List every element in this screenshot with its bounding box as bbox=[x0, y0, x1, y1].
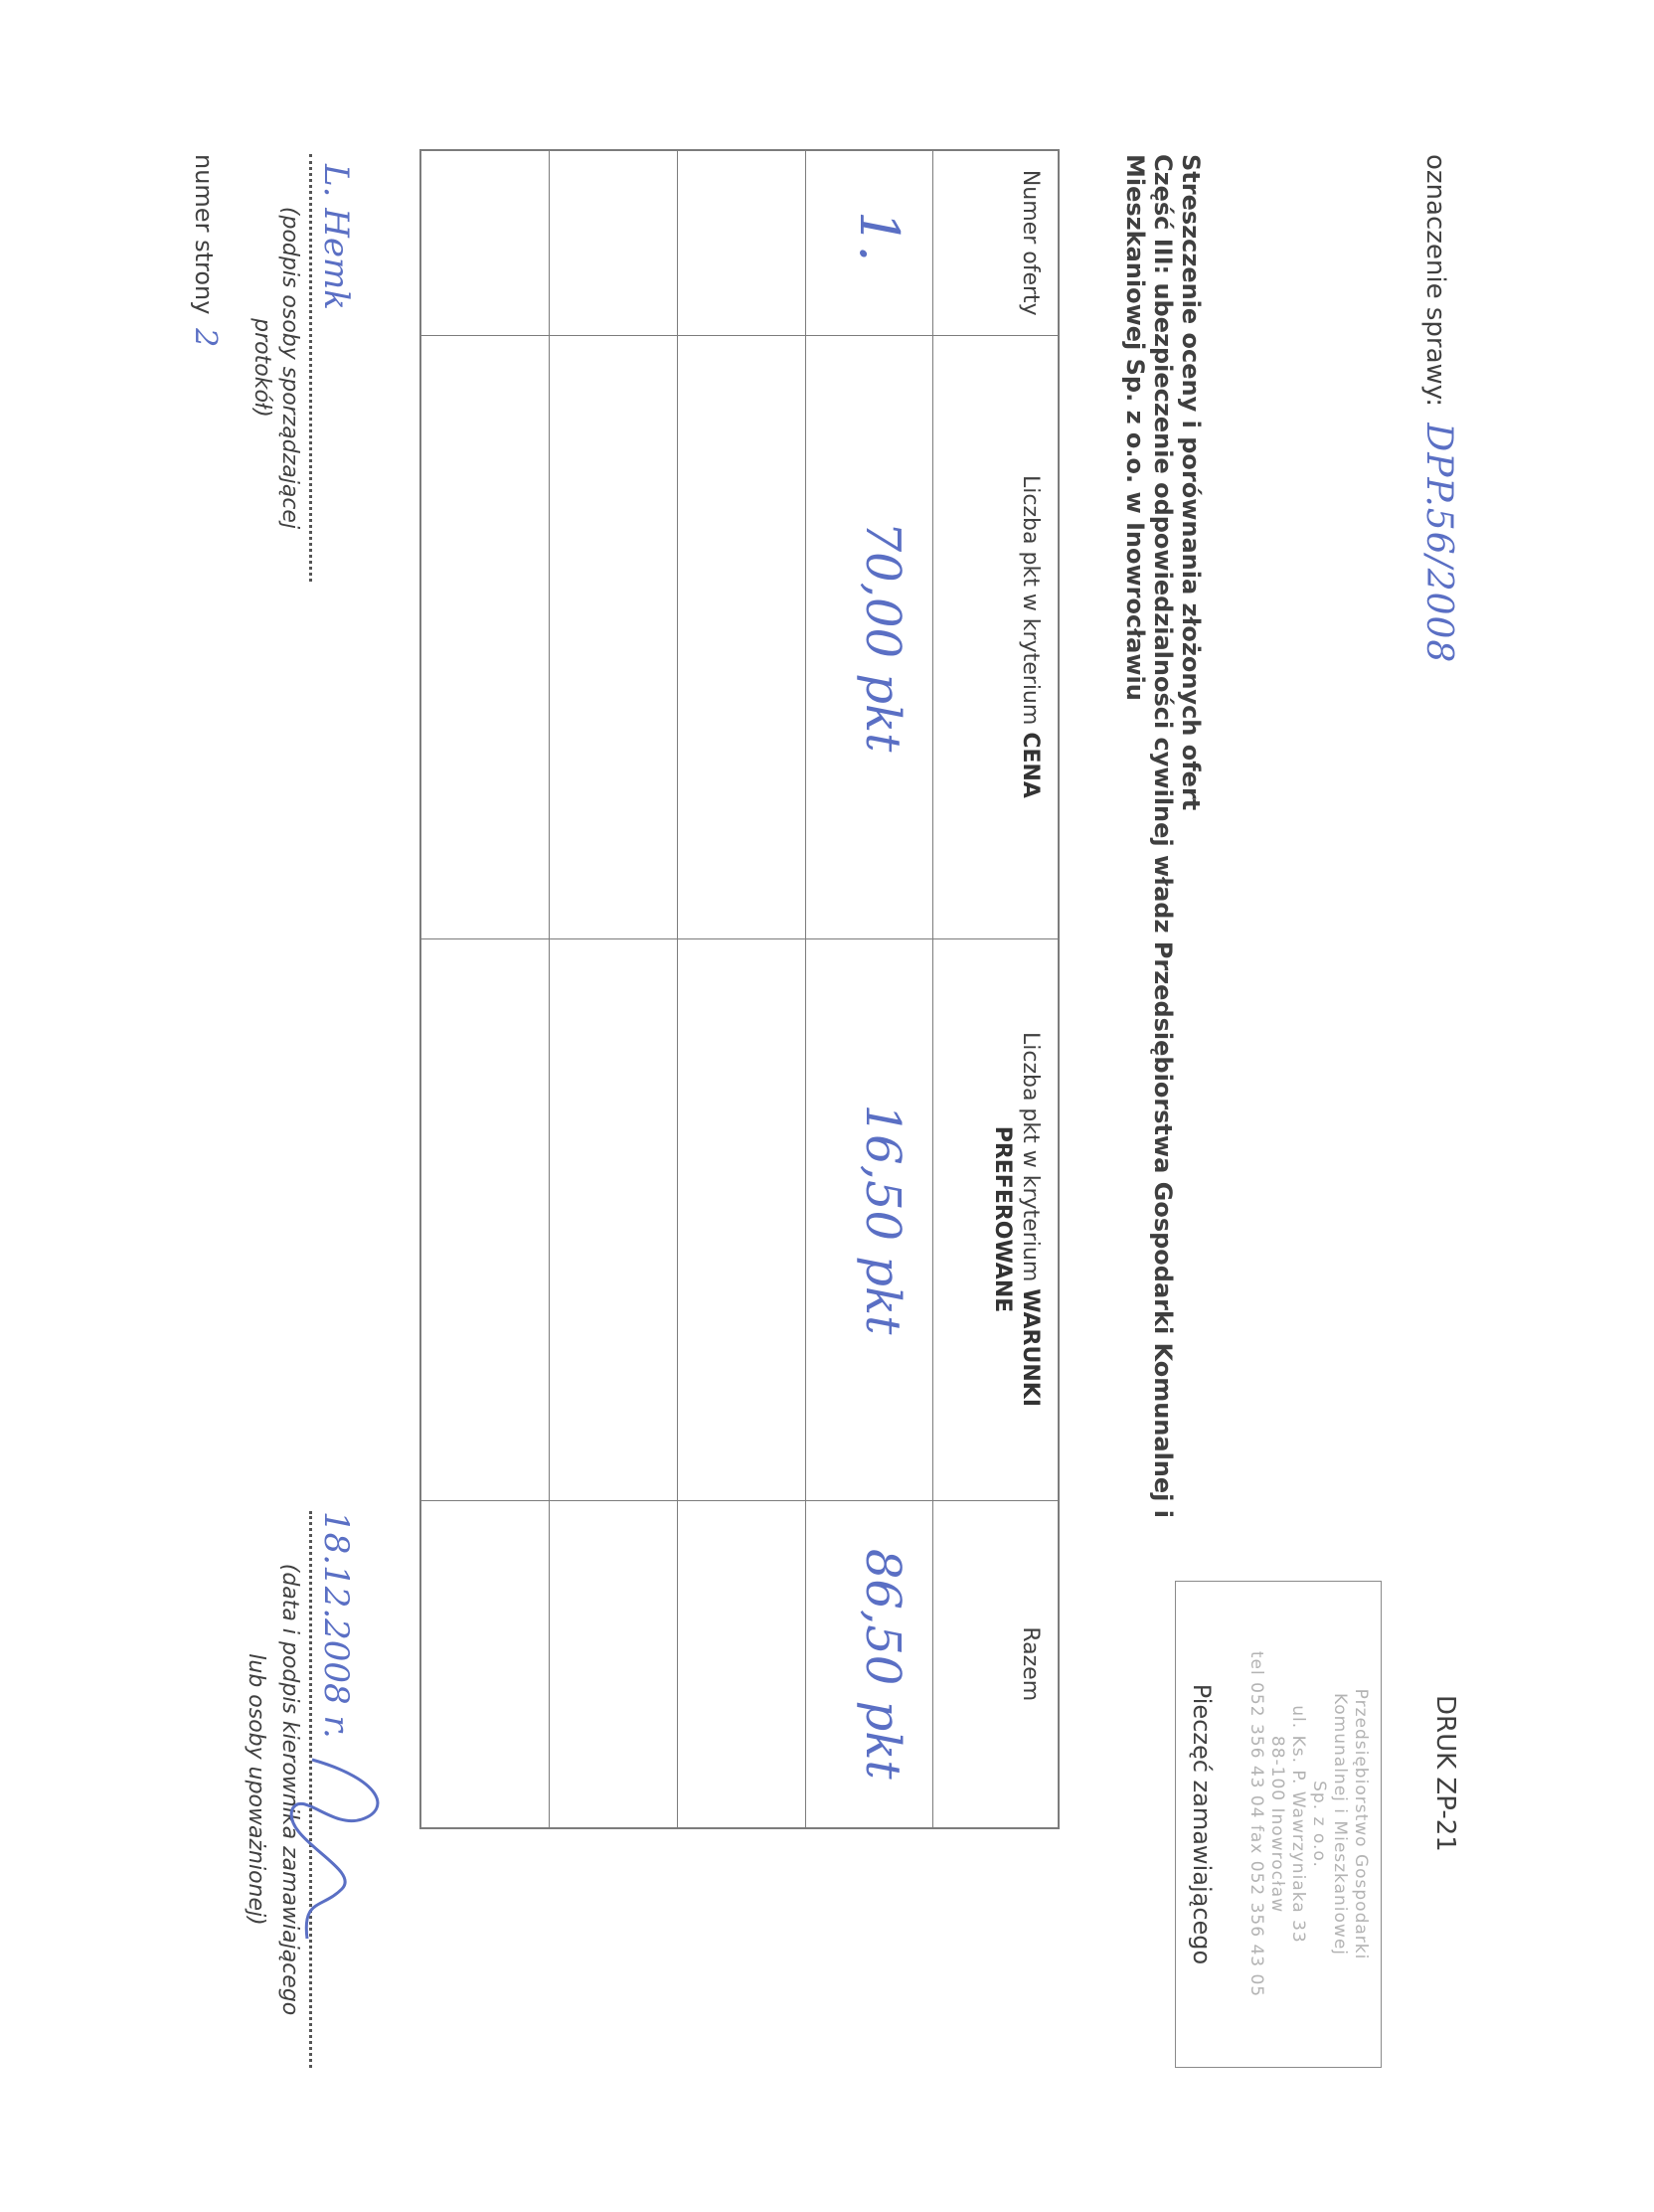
header-terms-bold: WARUNKI PREFEROWANE bbox=[990, 1125, 1043, 1408]
manager-caption-2: lub osoby upoważnionej) bbox=[244, 1653, 268, 1926]
signature-line bbox=[309, 154, 362, 582]
stamp-line: tel 052 356 43 04 fax 052 356 43 05 bbox=[1246, 1650, 1266, 1998]
signature-line bbox=[309, 1511, 362, 2068]
header-price-criterion: Liczba pkt w kryterium CENA bbox=[933, 335, 1059, 938]
preparer-caption: (podpis osoby sporządzającej protokół) bbox=[249, 206, 302, 530]
table-row bbox=[806, 150, 933, 1828]
page-number-label: numer strony bbox=[190, 154, 218, 315]
table-row-empty bbox=[421, 150, 551, 1828]
header-terms-criterion: Liczba pkt w kryterium WARUNKI PREFEROWANE bbox=[933, 938, 1059, 1500]
offers-table bbox=[420, 149, 1061, 1829]
cell-terms-points: 16,50 pkt bbox=[806, 938, 933, 1500]
heading-title: Streszczenie oceny i porównania złożonych ofert bbox=[1177, 154, 1205, 811]
table-row-empty bbox=[550, 150, 678, 1828]
stamp-line: 88-100 Inowrocław bbox=[1267, 1735, 1287, 1914]
header-offer-number: Numer oferty bbox=[933, 150, 1059, 335]
stamp-label: Pieczęć zamawiającego bbox=[1188, 1683, 1216, 1965]
heading-subtitle: Część III: ubezpieczenie odpowiedzialności cywilnej władz Przedsiębiorstwa Gospodarki Komunalnej i Mieszkaniowej Sp. z o.o. w Inowrocławiu bbox=[1121, 154, 1177, 1518]
stamp-line: Komunalnej i Mieszkaniowej bbox=[1330, 1692, 1350, 1957]
cell-offer-number: 1. bbox=[806, 150, 933, 335]
form-code: DRUK ZP-21 bbox=[1430, 1695, 1460, 1852]
orderer-stamp-box bbox=[1175, 1581, 1382, 2068]
table-row-empty bbox=[678, 150, 806, 1828]
stamp-line: Przedsiębiorstwo Gospodarki bbox=[1351, 1688, 1371, 1960]
header-price-bold: CENA bbox=[1018, 732, 1043, 798]
stamp-line: ul. Ks. P. Wawrzyniaka 33 bbox=[1288, 1705, 1308, 1944]
stamp-text bbox=[1245, 1582, 1371, 2067]
signature-block-preparer bbox=[248, 154, 362, 582]
page-number bbox=[188, 154, 223, 347]
cell-price-points: 70,00 pkt bbox=[806, 335, 933, 938]
signature-block-manager bbox=[242, 1511, 362, 2068]
page-number-value: 2 bbox=[188, 328, 223, 348]
manager-signature-scribble bbox=[282, 1750, 402, 1968]
document-heading bbox=[1121, 154, 1205, 1645]
manager-date: 18.12.2008 r. bbox=[316, 1511, 356, 1739]
header-total: Razem bbox=[933, 1500, 1059, 1828]
stamp-line: Sp. z o.o. bbox=[1309, 1781, 1329, 1868]
preparer-signature: L. Hemk bbox=[316, 164, 356, 310]
case-designation bbox=[1418, 154, 1459, 663]
manager-caption-1: (data i podpis kierownika zamawiającego bbox=[277, 1563, 302, 2016]
case-label: oznaczenie sprawy: bbox=[1420, 154, 1450, 408]
case-number: DPP.56/2008 bbox=[1418, 423, 1459, 664]
table-header-row bbox=[933, 150, 1059, 1828]
cell-total-points: 86,50 pkt bbox=[806, 1500, 933, 1828]
